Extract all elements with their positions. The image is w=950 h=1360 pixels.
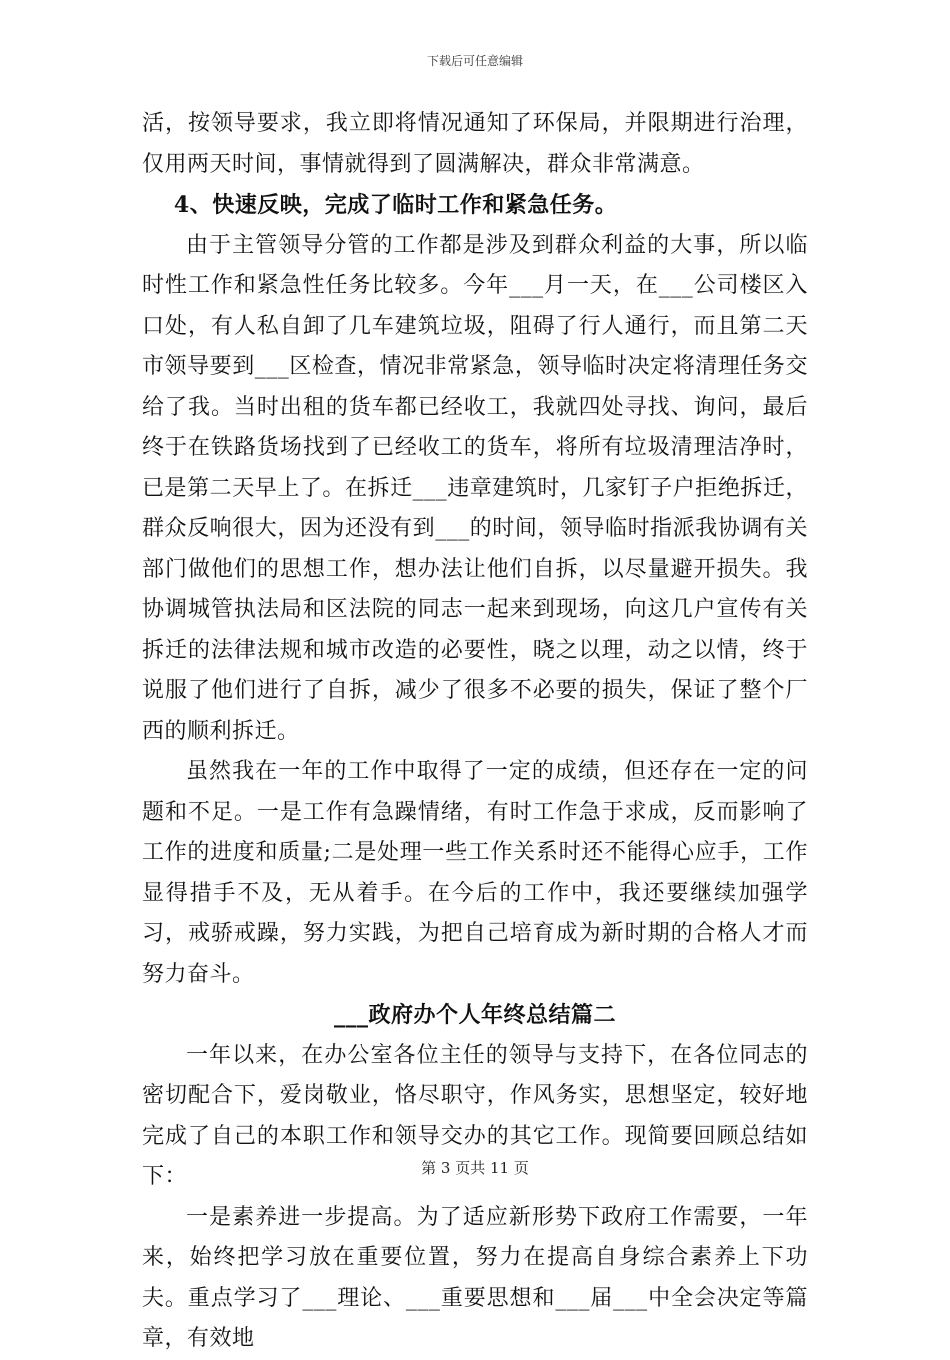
paragraph-study: 一是素养进一步提高。为了适应新形势下政府工作需要，一年来，始终把学习放在重要位置，努力在提高自身综合素养上下功夫。重点学习了___理论、___重要思想和___届___中全会决定等篇章，有效地: [142, 1204, 808, 1351]
section-title: ___政府办个人年终总结篇二: [333, 1002, 616, 1028]
page-footer: 第 3 页共 11 页: [421, 1159, 529, 1177]
page-header: 下载后可任意编辑: [426, 54, 523, 68]
paragraph-intro: 一年以来，在办公室各位主任的领导与支持下，在各位同志的密切配合下，爱岗敬业，恪尽职守，作风务实，思想坚定，较好地完成了自己的本职工作和领导交办的其它工作。现简要回顾总结如下：: [142, 1042, 808, 1189]
section-subheading: 4、快速反映，完成了临时工作和紧急任务。: [173, 192, 618, 218]
paragraph-urgent-tasks: 由于主管领导分管的工作都是涉及到群众利益的大事，所以临时性工作和紧急性任务比较多。今年___月一天，在___公司楼区入口处，有人私自卸了几车建筑垃圾，阻碍了行人通行，而且第二天市领导要到___区检查，情况非常紧急，领导临时决定将清理任务交给了我。当时出租的货车都已经收工，我就四处寻找、询问，最后终于在铁路货场找到了已经收工的货车，将所有垃圾清理洁净时，已是第二天早上了。在拆迁___违章建筑时，几家钉子户拒绝拆迁，群众反响很大，因为还没有到___的时间，领导临时指派我协调有关部门做他们的思想工作，想办法让他们自拆，以尽量避开损失。我协调城管执法局和区法院的同志一起来到现场，向这几户宣传有关拆迁的法律法规和城市改造的必要性，晓之以理，动之以情，终于说服了他们进行了自拆，减少了很多不必要的损失，保证了整个厂西的顺利拆迁。: [142, 232, 808, 744]
paragraph-shortcomings: 虽然我在一年的工作中取得了一定的成绩，但还存在一定的问题和不足。一是工作有急躁情绪，有时工作急于求成，反而影响了工作的进度和质量;二是处理一些工作关系时还不能得心应手，工作显得措手不及，无从着手。在今后的工作中，我还要继续加强学习，戒骄戒躁，努力实践，为把自己培育成为新时期的合格人才而努力奋斗。: [142, 759, 808, 987]
paragraph-continuation: 活，按领导要求，我立即将情况通知了环保局，并限期进行治理，仅用两天时间，事情就得到了圆满解决，群众非常满意。: [142, 111, 808, 177]
